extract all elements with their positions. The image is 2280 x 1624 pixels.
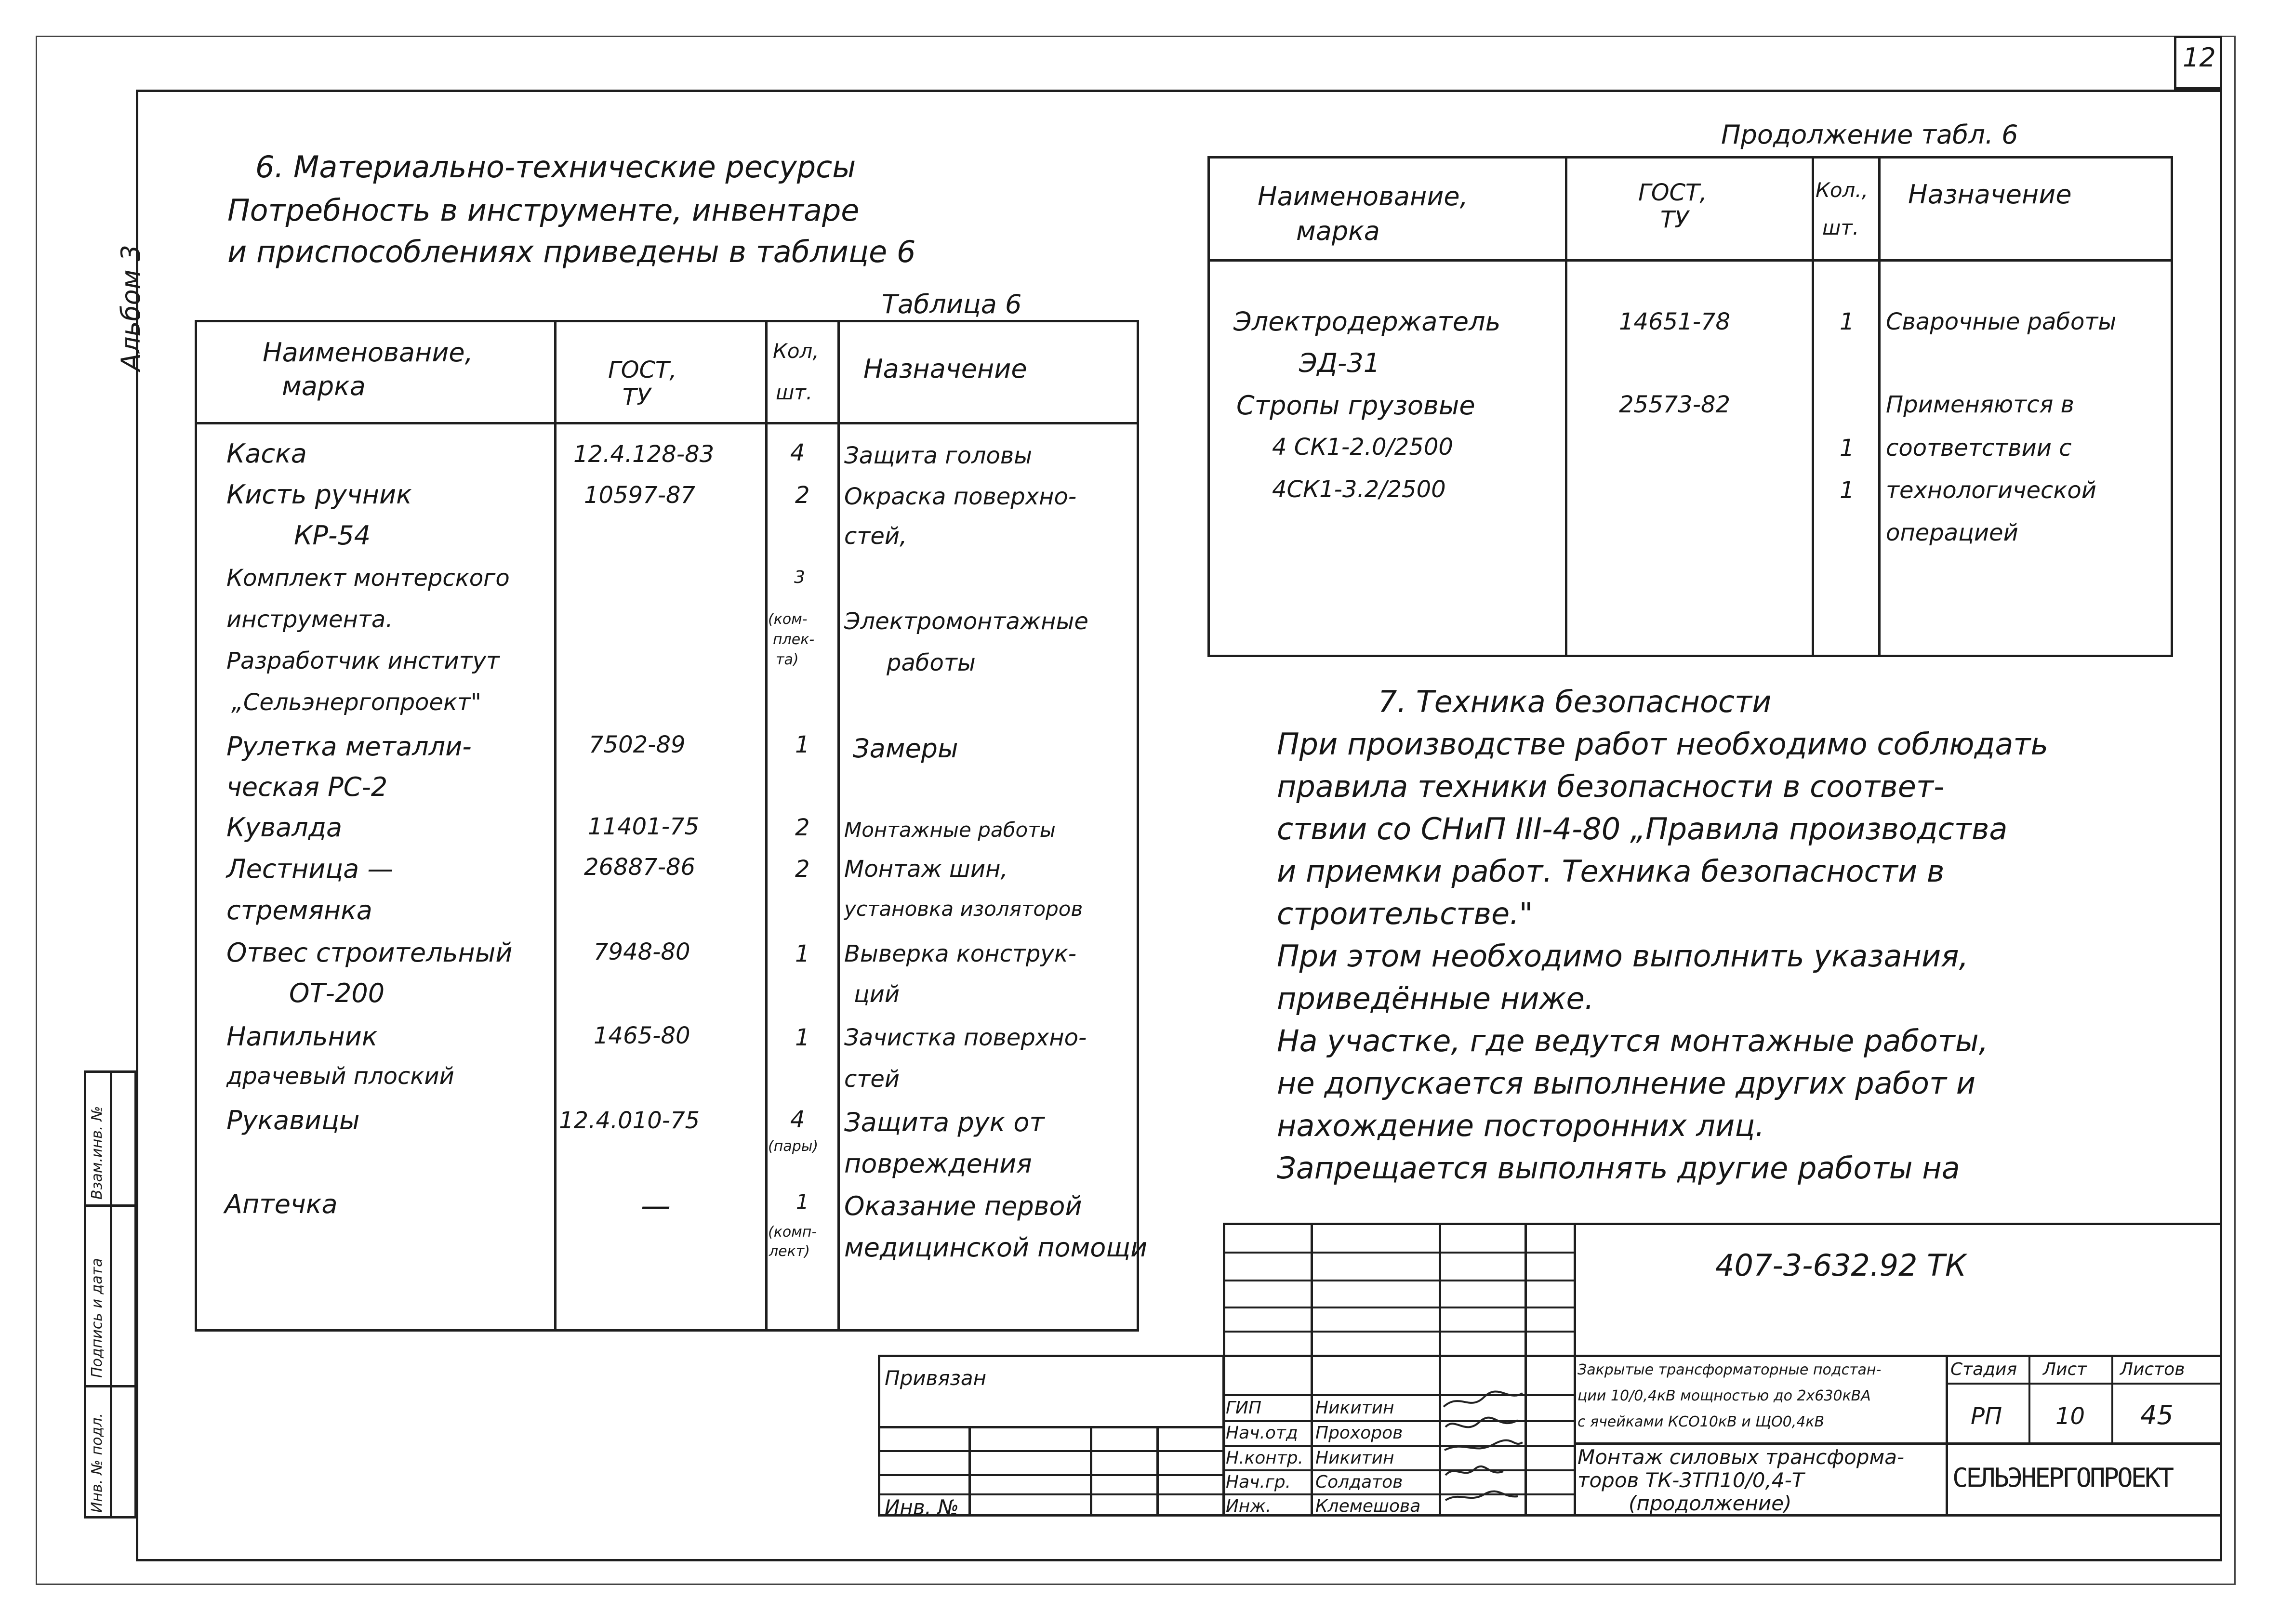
t6-r8-qty-2: (пары) (768, 1138, 819, 1155)
object-title-0: Закрытые трансформаторные подстан- (1577, 1361, 1882, 1378)
tb-row (1574, 1442, 2222, 1445)
role-1: Нач.отд (1226, 1423, 1298, 1443)
t6-r2-qty-3: плек- (773, 631, 815, 648)
tb-row (1946, 1383, 2222, 1385)
sheet-title-2: (продолжение) (1629, 1492, 1792, 1515)
t6c-name-0: Электродержатель (1233, 306, 1501, 337)
t6-r8-qty: 4 (790, 1106, 805, 1133)
t6-r2-name-3: Разработчик институт (226, 647, 500, 674)
t6-h-purpose: Назначение (863, 354, 1027, 384)
tb-col (1574, 1223, 1576, 1517)
t6-r1-name-2: КР-54 (294, 520, 371, 551)
object-title-2: с ячейками КСО10кВ и ЩО0,4кВ (1577, 1413, 1825, 1430)
stage-value: РП (1971, 1403, 2002, 1430)
table6-caption: Таблица 6 (882, 289, 1022, 319)
t6-r7-purpose: Зачистка поверхно- (844, 1024, 1087, 1051)
tb-row (1223, 1252, 1575, 1254)
t6c-h-name-2: марка (1296, 216, 1380, 246)
t6-r2-purpose-2: работы (887, 649, 976, 676)
t6c-h-qty-1: Кол., (1816, 178, 1869, 202)
section7-line-1: правила техники безопасности в соответ- (1277, 769, 1945, 804)
privyazan-label: Привязан (885, 1366, 987, 1390)
sheet-title-1: торов ТК-3ТП10/0,4-Т (1577, 1468, 1804, 1492)
t6c-purpose-3: соответствии с (1886, 435, 2072, 462)
t6c-qty-3: 1 (1840, 435, 1855, 462)
section7-line-10: Запрещается выполнять другие работы на (1277, 1150, 1960, 1186)
privyazan-col (1090, 1426, 1092, 1517)
name-4: Клемешова (1315, 1496, 1421, 1516)
section7-line-6: приведённые ниже. (1277, 981, 1594, 1016)
t6c-qty-0: 1 (1840, 308, 1855, 335)
t6c-h-purpose: Назначение (1908, 179, 2072, 210)
t6-r3-purpose: Замеры (853, 733, 958, 764)
t6-r2-name-2: инструмента. (226, 606, 393, 633)
t6-r2-qty-2: (ком- (768, 611, 808, 628)
sheet-value: 10 (2055, 1403, 2085, 1430)
t6c-purpose-0: Сварочные работы (1886, 308, 2117, 335)
strip-vzam-inv: Взам.инв. № (89, 1106, 106, 1200)
t6-r6-gost: 7948-80 (594, 938, 690, 965)
t6-r4-name: Кувалда (226, 812, 343, 843)
role-3: Нач.гр. (1226, 1472, 1291, 1492)
t6-r2-name: Комплект монтерского (226, 565, 510, 592)
t6-r6-name: Отвес строительный (226, 937, 513, 968)
t6-r2-name-4: „Сельэнергопроект" (231, 689, 481, 716)
t6-r2-qty-4: та) (776, 651, 799, 668)
t6-r2-qty: 3 (794, 568, 805, 587)
section6-line3: и приспособлениях приведены в таблице 6 (227, 234, 916, 269)
section7-line-3: и приемки работ. Техника безопасности в (1277, 854, 1945, 889)
t6-h-qty-1: Кол, (773, 339, 819, 363)
section7-line-8: не допускается выполнение других работ и (1277, 1066, 1976, 1101)
left-strip-divider-v (110, 1070, 112, 1518)
t6-r3-gost: 7502-89 (589, 731, 686, 758)
section7-line-5: При этом необходимо выполнить указания, (1277, 938, 1969, 974)
strip-inv-orig: Инв. № подл. (89, 1413, 106, 1513)
t6-r9-qty: 1 (796, 1190, 809, 1214)
t6c-h-gost-1: ГОСТ, (1638, 179, 1707, 206)
signatures (1441, 1383, 1525, 1513)
sheet-label: Лист (2043, 1360, 2087, 1379)
t6c-col-divider (1565, 156, 1567, 657)
t6-r8-purpose: Защита рук от (844, 1107, 1045, 1137)
sheet-title-0: Монтаж силовых трансформа- (1577, 1445, 1905, 1469)
t6-h-qty-2: шт. (776, 381, 813, 404)
t6-r4-gost: 11401-75 (588, 813, 700, 840)
sheets-label: Листов (2120, 1360, 2185, 1379)
tb-row (1223, 1355, 2222, 1357)
t6-r8-gost: 12.4.010-75 (559, 1107, 700, 1134)
t6-r1-qty: 2 (795, 482, 810, 509)
name-3: Солдатов (1315, 1472, 1403, 1492)
privyazan-rule (878, 1474, 1225, 1476)
t6-r0-gost: 12.4.128-83 (573, 441, 715, 468)
t6c-qty-4: 1 (1840, 477, 1855, 504)
t6c-purpose-2: Применяются в (1886, 391, 2074, 418)
t6-r7-qty: 1 (795, 1024, 810, 1051)
t6-h-gost-1: ГОСТ, (608, 356, 677, 383)
page-number: 12 (2183, 42, 2216, 73)
t6-r6-qty: 1 (795, 940, 810, 967)
t6-r5-purpose: Монтаж шин, (844, 856, 1008, 883)
section7-line-2: ствии со СНиП III-4-80 „Правила производства (1277, 811, 2008, 846)
role-4: Инж. (1226, 1496, 1272, 1516)
sheets-value: 45 (2140, 1400, 2174, 1430)
t6-r0-purpose: Защита головы (844, 442, 1033, 469)
album-label: Альбом 3 (116, 245, 146, 371)
t6-h-name-2: марка (282, 371, 366, 401)
t6-r0-name: Каска (226, 438, 307, 469)
t6-r7-purpose-2: стей (844, 1066, 900, 1093)
section7-line-7: На участке, где ведутся монтажные работы, (1277, 1023, 1988, 1058)
t6-r7-name-2: драчевый плоский (226, 1063, 454, 1090)
t6c-header-rule (1207, 259, 2173, 262)
t6-r2-purpose: Электромонтажные (844, 608, 1088, 635)
privyazan-col (1156, 1426, 1159, 1517)
section6-title: 6. Материально-технические ресурсы (255, 149, 856, 185)
t6-r1-purpose-2: стей, (844, 523, 907, 550)
t6-r8-name: Рукавицы (226, 1105, 360, 1135)
t6c-col-divider (1812, 156, 1814, 657)
t6-r4-purpose: Монтажные работы (844, 818, 1056, 842)
t6c-gost-0: 14651-78 (1619, 308, 1731, 335)
object-title-1: ции 10/0,4кВ мощностью до 2х630кВА (1577, 1387, 1871, 1404)
stage-label: Стадия (1950, 1360, 2017, 1379)
table6-col-divider (837, 320, 840, 1332)
section6-line2: Потребность в инструменте, инвентаре (227, 193, 860, 228)
tb-col (2111, 1355, 2113, 1442)
tb-row (1223, 1307, 1575, 1308)
tb-row (1223, 1280, 1575, 1281)
section7-line-0: При производстве работ необходимо соблюдать (1277, 726, 2048, 762)
t6-r9-gost: — (641, 1188, 671, 1223)
t6-r5-name: Лестница — (226, 854, 394, 884)
t6-r9-purpose: Оказание первой (844, 1191, 1082, 1221)
t6-r9-purpose-2: медицинской помощи (844, 1232, 1148, 1263)
t6-r5-name-2: стремянка (226, 895, 372, 925)
table6-col-divider (554, 320, 557, 1332)
t6-r3-name: Рулетка металли- (226, 731, 472, 762)
privyazan-col (968, 1426, 971, 1517)
t6-r9-qty-2: (комп- (768, 1224, 817, 1241)
tb-col (2028, 1355, 2030, 1442)
t6-r8-purpose-2: повреждения (844, 1149, 1032, 1179)
t6-r3-qty: 1 (795, 731, 810, 758)
table6-col-divider (765, 320, 768, 1332)
t6-r0-qty: 4 (790, 439, 805, 466)
org-name: СЕЛЬЭНЕРГОПРОЕКТ (1952, 1463, 2173, 1493)
t6-h-name-1: Наименование, (263, 337, 473, 368)
t6-r6-name-2: ОТ-200 (289, 978, 385, 1008)
tb-row (1223, 1331, 1575, 1333)
inv-no-label: Инв. № (885, 1495, 959, 1519)
t6-h-gost-2: ТУ (623, 383, 651, 410)
t6-r7-gost: 1465-80 (594, 1022, 690, 1049)
t6c-h-gost-2: ТУ (1660, 206, 1689, 233)
t6-r5-purpose-2: установка изоляторов (844, 897, 1083, 921)
t6-r9-name: Аптечка (225, 1189, 338, 1219)
t6c-name-2: Стропы грузовые (1236, 390, 1475, 421)
privyazan-rule (878, 1450, 1225, 1452)
name-0: Никитин (1315, 1398, 1394, 1418)
t6c-h-qty-2: шт. (1822, 216, 1859, 239)
tb-col (1311, 1223, 1313, 1517)
t6-r1-name: Кисть ручник (226, 479, 412, 510)
name-2: Никитин (1315, 1448, 1394, 1468)
t6-r3-name-2: ческая РС-2 (226, 772, 388, 802)
section7-title: 7. Техника безопасности (1378, 684, 1772, 719)
t6-r1-purpose: Окраска поверхно- (844, 483, 1077, 510)
t6-r6-purpose: Выверка конструк- (844, 940, 1077, 967)
t6-r5-qty: 2 (795, 856, 810, 883)
t6-r7-name: Напильник (226, 1021, 378, 1052)
t6-r6-purpose-2: ций (854, 981, 900, 1008)
t6c-purpose-4: технологической (1886, 477, 2096, 504)
strip-sign-date: Подпись и дата (89, 1258, 106, 1378)
section7-line-4: строительстве." (1277, 896, 1533, 931)
role-0: ГИП (1226, 1398, 1262, 1418)
t6c-purpose-5: операцией (1886, 519, 2018, 546)
t6-r5-gost: 26887-86 (584, 854, 696, 881)
t6-r9-qty-3: лект) (769, 1243, 810, 1260)
tb-col (1946, 1355, 1948, 1517)
section7-line-9: нахождение посторонних лиц. (1277, 1108, 1765, 1143)
t6-r1-gost: 10597-87 (584, 482, 696, 509)
t6c-col-divider (1878, 156, 1881, 657)
privyazan-rule (878, 1426, 1225, 1428)
role-2: Н.контр. (1226, 1448, 1304, 1468)
t6-r4-qty: 2 (795, 814, 810, 841)
table6-cont-caption: Продолжение табл. 6 (1721, 119, 2018, 150)
t6c-name-4: 4СК1-3.2/2500 (1272, 476, 1446, 503)
doc-code: 407-3-632.92 ТК (1715, 1248, 1967, 1283)
t6c-gost-2: 25573-82 (1619, 391, 1731, 418)
t6c-name-1: ЭД-31 (1299, 348, 1380, 378)
t6c-h-name-1: Наименование, (1258, 181, 1468, 211)
table6-header-rule (195, 422, 1139, 424)
t6c-name-3: 4 СК1-2.0/2500 (1272, 434, 1453, 461)
name-1: Прохоров (1315, 1423, 1403, 1443)
